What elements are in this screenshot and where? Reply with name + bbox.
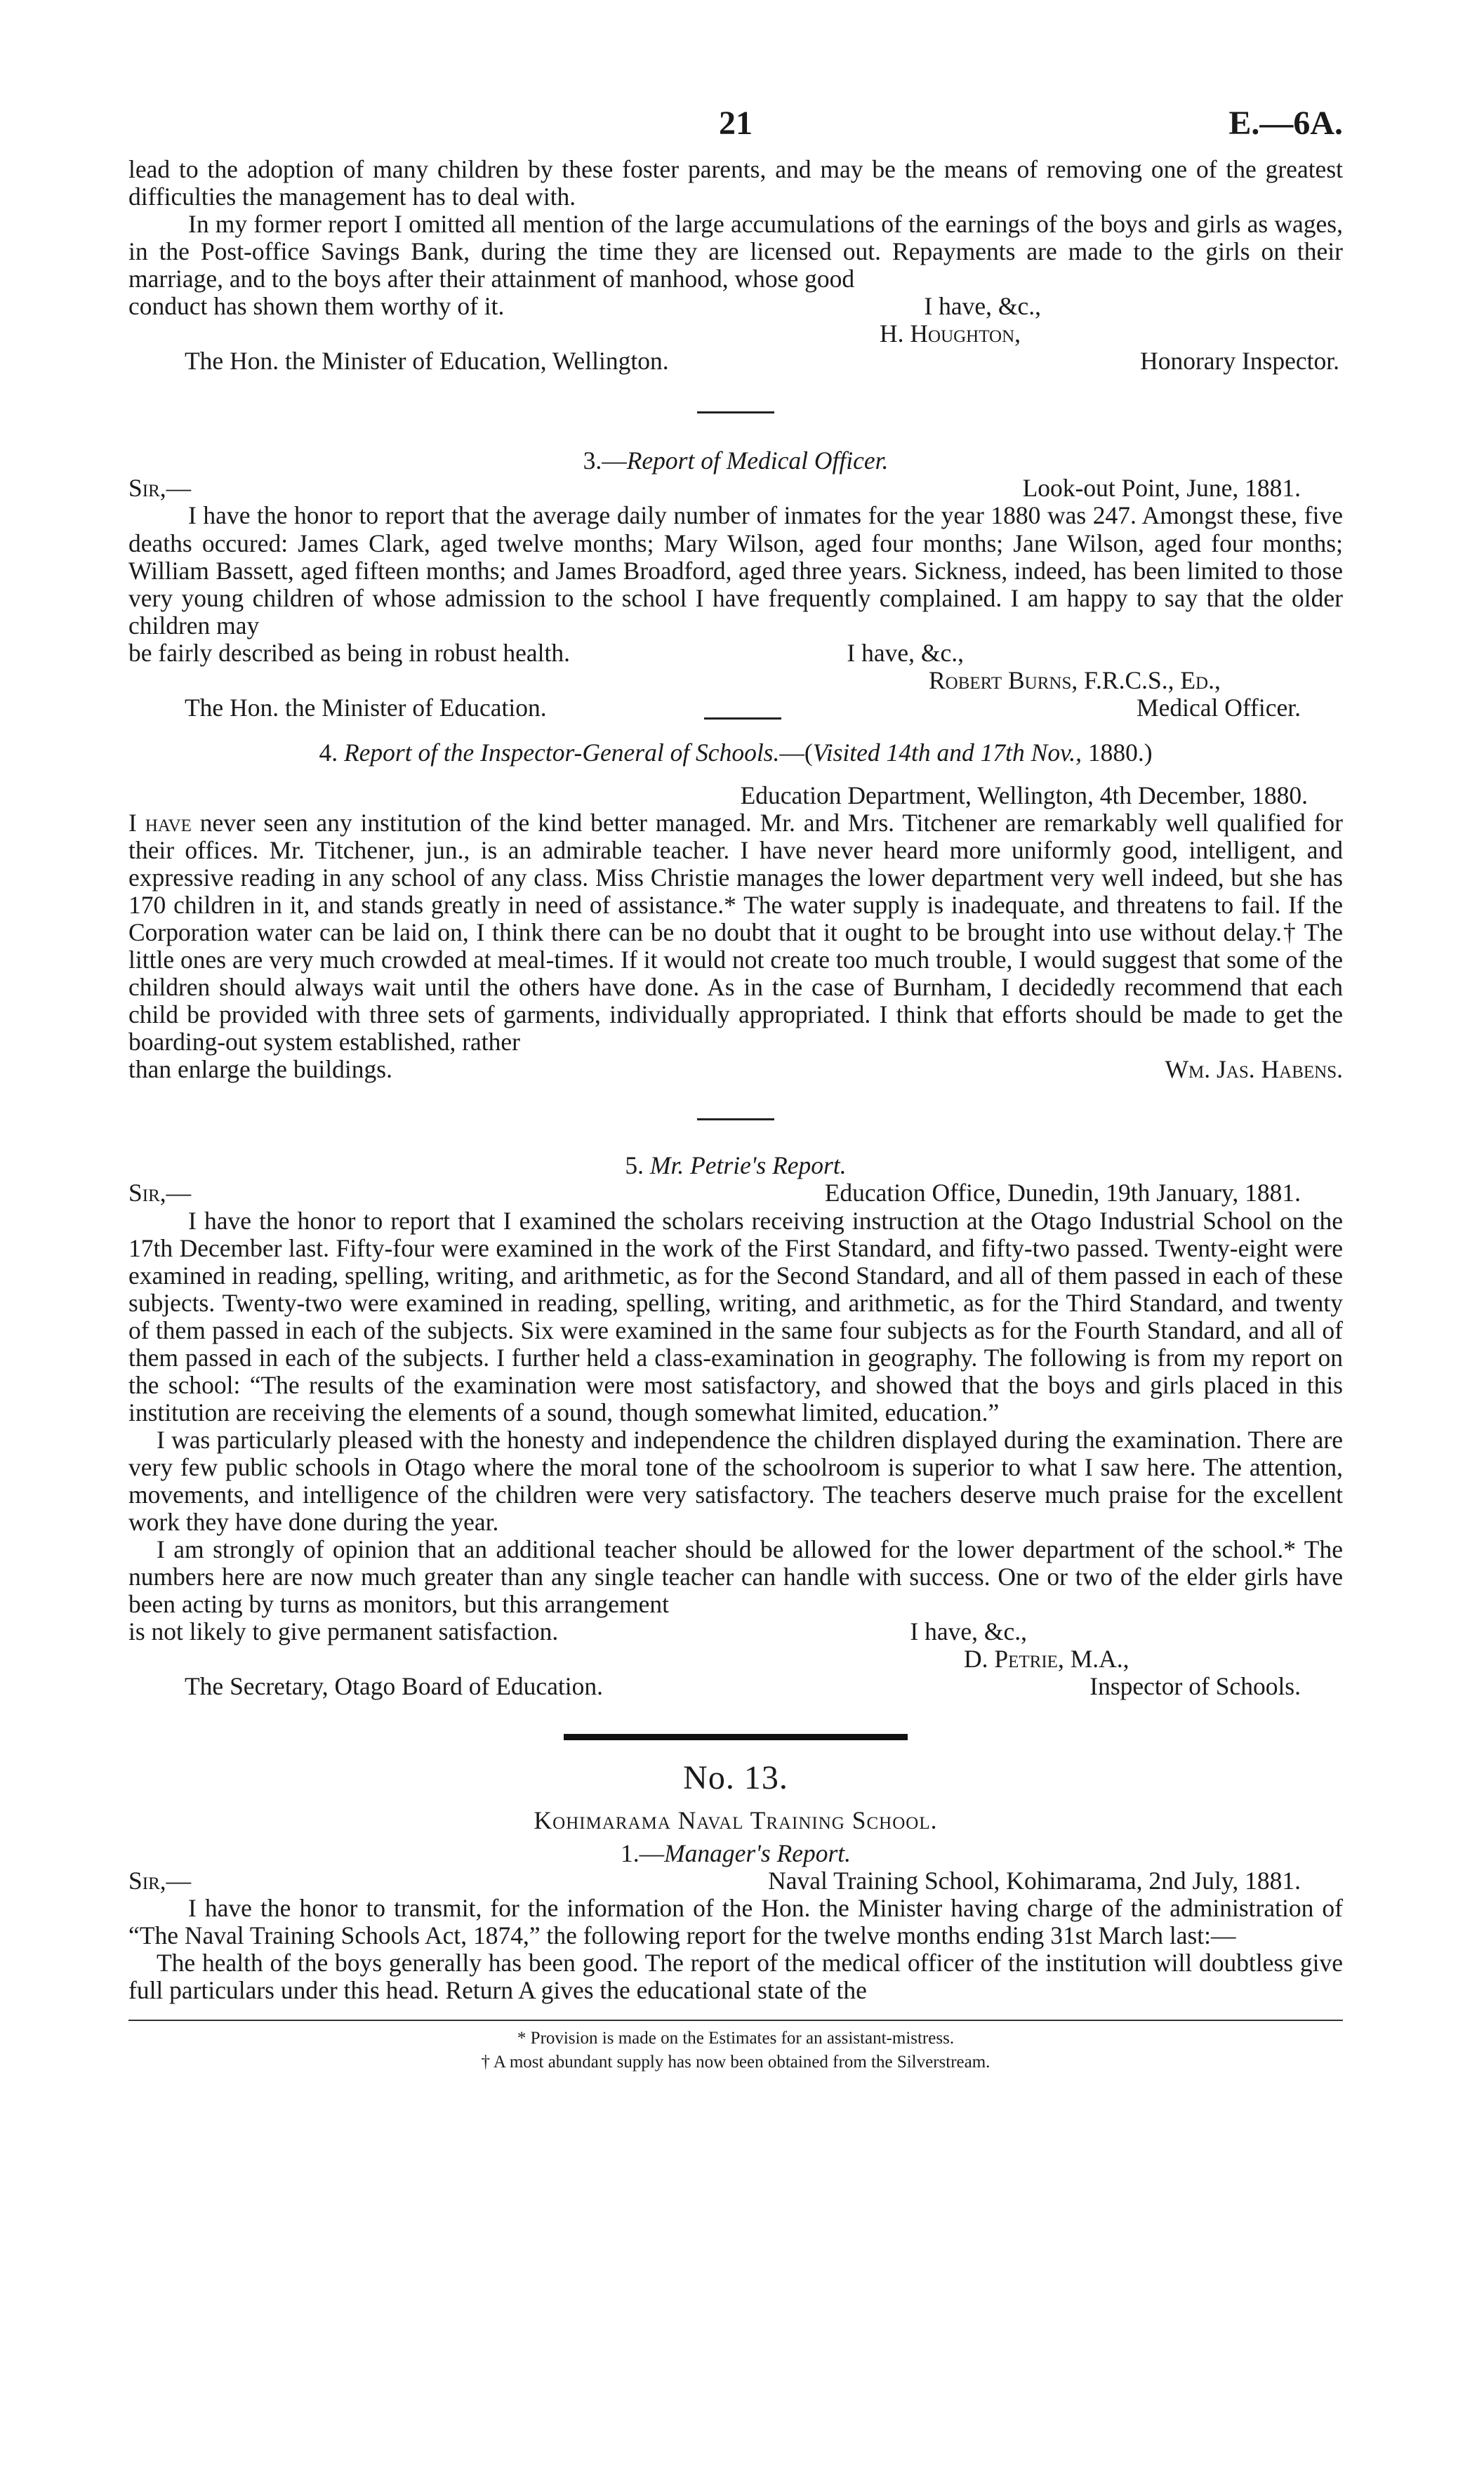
paragraph-last-line: is not likely to give permanent satisfaction. <box>128 1617 559 1646</box>
signer-name: Robert Burns, F.R.C.S., Ed., <box>929 665 1221 694</box>
signature-block <box>128 347 1343 375</box>
heading-number: 4. <box>319 738 338 767</box>
closing-line <box>128 1618 1343 1645</box>
paragraph: I was particularly pleased with the honesty and independence the children displayed during the examination. There are very few public schools in Otago where the moral tone of the schoolroom is superior to what I saw here. The attention, movements, and intelligence of the children were very satisfactory. The teachers deserve much praise for the excellent work they have done during the year. <box>128 1425 1343 1537</box>
signer-title: Medical Officer. <box>1137 693 1301 722</box>
section-number: No. 13. <box>683 1759 788 1797</box>
closing-phrase: I have, &c., <box>924 292 1041 321</box>
place-date: Education Department, Wellington, 4th December, 1880. <box>740 781 1308 809</box>
place-date: Look-out Point, June, 1881. <box>1022 474 1301 503</box>
section-divider <box>704 717 781 720</box>
heading-title: Manager's Report. <box>664 1839 852 1868</box>
closing-phrase: I have, &c., <box>910 1617 1027 1646</box>
salutation-line <box>128 1867 1343 1895</box>
heading-dash: —( <box>779 738 813 767</box>
closing-phrase: I have, &c., <box>847 638 964 667</box>
document-code: E.—6A. <box>1228 105 1343 142</box>
heading-year: 1880.) <box>1081 738 1153 767</box>
closing-line <box>128 640 1343 667</box>
section-heading <box>128 739 1343 767</box>
signer-name: Wm. Jas. Habens. <box>1165 1055 1343 1084</box>
closing-line <box>128 1056 1343 1083</box>
opening-caps: I have <box>128 808 192 837</box>
salutation: Sir,— <box>128 474 192 503</box>
place-date: Naval Training School, Kohimarama, 2nd July, 1881. <box>768 1867 1301 1895</box>
medical-officer-section <box>128 447 1343 721</box>
paragraph-last-line: conduct has shown them worthy of it. <box>128 292 505 321</box>
paragraph: I am strongly of opinion that an additional teacher should be allowed for the lower department of the school.* The numbers here are now much greater than any single teacher can handle with success. One or two of the elder girls have been acting by turns as monitors, but this arrangement <box>128 1535 1343 1619</box>
section-heading <box>128 1152 1343 1179</box>
page-number: 21 <box>719 105 753 142</box>
heading-visit: Visited 14th and 17th Nov., <box>812 738 1082 767</box>
signer-title: Inspector of Schools. <box>1089 1672 1301 1701</box>
paragraph-last-line: than enlarge the buildings. <box>128 1055 392 1084</box>
paragraph-last-line: be fairly described as being in robust health. <box>128 638 570 667</box>
petrie-report-section <box>128 1152 1343 1700</box>
salutation-line <box>128 475 1343 502</box>
heading-title: Report of the Inspector-General of Schools. <box>343 738 780 767</box>
major-divider <box>564 1734 908 1740</box>
footnote: † A most abundant supply has now been obtained from the Silverstream. <box>481 2053 991 2072</box>
paragraph: In my former report I omitted all mention of the large accumulations of the earnings of the boys and girls as wages, in the Post-office Savings Bank, during the time they are licensed out. Repayments are made to the girls on their marriage, and to the boys after their attainment of manhood, whose good <box>128 210 1343 293</box>
section-divider <box>697 1118 774 1120</box>
signer-name: H. Houghton, <box>880 319 1021 348</box>
closing-line <box>128 293 1343 320</box>
inspector-general-section <box>128 739 1343 1084</box>
recipient: The Hon. the Minister of Education. <box>185 693 547 722</box>
salutation: Sir,— <box>128 1179 192 1207</box>
document-page <box>128 105 1343 2074</box>
section-divider <box>697 411 774 413</box>
heading-number: 5. <box>625 1151 644 1180</box>
heading-title: Mr. Petrie's Report. <box>649 1151 847 1180</box>
houghton-report-section <box>128 156 1343 375</box>
salutation: Sir,— <box>128 1867 192 1895</box>
salutation-line <box>128 1179 1343 1207</box>
place-date: Education Office, Dunedin, 19th January, 1881. <box>824 1179 1301 1207</box>
paragraph: lead to the adoption of many children by these foster parents, and may be the means of removing one of the greatest difficulties the management has to deal with. <box>128 155 1343 211</box>
section-heading <box>128 447 1343 475</box>
paragraph: I have the honor to transmit, for the information of the Hon. the Minister having charge of the administration of “The Naval Training Schools Act, 1874,” the following report for the twelve months ending 31st March last:— <box>128 1894 1343 1950</box>
paragraph: I have the honor to report that I examined the scholars receiving instruction at the Otago Industrial School on the 17th December last. Fifty-four were examined in the work of the First Standard, and fifty-two passed. Twenty-eight were examined in reading, spelling, writing, and arithmetic, as for the Second Standard, and all of them passed in each of these subjects. Twenty-two were examined in reading, spelling, writing, and arithmetic, as for the Third Standard, and twenty of them passed in each of the subjects. Six were examined in the same four subjects as for the Fourth Standard, and all of them passed in each of the subjects. I further held a class-examination in geography. The following is from my report on the school: “The results of the examination were most satisfactory, and showed that the boys and girls placed in this institution are receiving the elements of a sound, though somewhat limited, education.” <box>128 1206 1343 1426</box>
paragraph: I have the honor to report that the average daily number of inmates for the year 1880 was 247. Amongst these, five deaths occured: James Clark, aged twelve months; Mary Wilson, aged four months; Jane Wilson, aged four months; William Bassett, aged fifteen months; and James Broadford, aged three years. Sickness, indeed, has been limited to those very young children of whose admission to the school I have frequently complained. I am happy to say that the older children may <box>128 501 1343 640</box>
paragraph: The health of the boys generally has been good. The report of the medical officer of the institution will doubtless give full particulars under this head. Return A gives the educational state of the <box>128 1949 1343 2005</box>
page-header <box>128 105 1343 156</box>
paragraph-body: never seen any institution of the kind better managed. Mr. and Mrs. Titchener are remarkably well qualified for their offices. Mr. Titchener, jun., is an admirable teacher. I have never heard more uniformly good, intelligent, and expressive reading in any school of any class. Miss Christie manages the lower department very well indeed, but she has 170 children in it, and stands greatly in need of assistance.* The water supply is inadequate, and threatens to fail. If the Corporation water can be laid on, I think there can be no doubt that it ought to be brought into use without delay.† The little ones are very much crowded at meal-times. If it would not create too much trouble, I would suggest that some of the children should always wait until the others have done. As in the case of Burnham, I decidedly recommend that each child be provided with three sets of garments, individually appropriated. I think that efforts should be made to get the boarding-out system established, rather <box>128 808 1343 1056</box>
heading-number: 1.— <box>620 1839 665 1868</box>
subsection-heading <box>128 1840 1343 1867</box>
signature-block <box>128 1673 1343 1700</box>
footnote-divider <box>128 2020 1343 2021</box>
paragraph <box>128 809 1343 1056</box>
school-name: Kohimarama Naval Training School. <box>534 1806 938 1835</box>
signer-title: Honorary Inspector. <box>1140 347 1339 376</box>
footnote: * Provision is made on the Estimates for an assistant-mistress. <box>517 2029 955 2048</box>
recipient: The Hon. the Minister of Education, Wellington. <box>185 347 669 376</box>
heading-title: Report of Medical Officer. <box>626 446 889 475</box>
recipient: The Secretary, Otago Board of Education. <box>185 1672 604 1701</box>
signer-name: D. Petrie, M.A., <box>964 1645 1129 1674</box>
no13-section <box>128 1760 1343 2004</box>
heading-number: 3.— <box>583 446 627 475</box>
